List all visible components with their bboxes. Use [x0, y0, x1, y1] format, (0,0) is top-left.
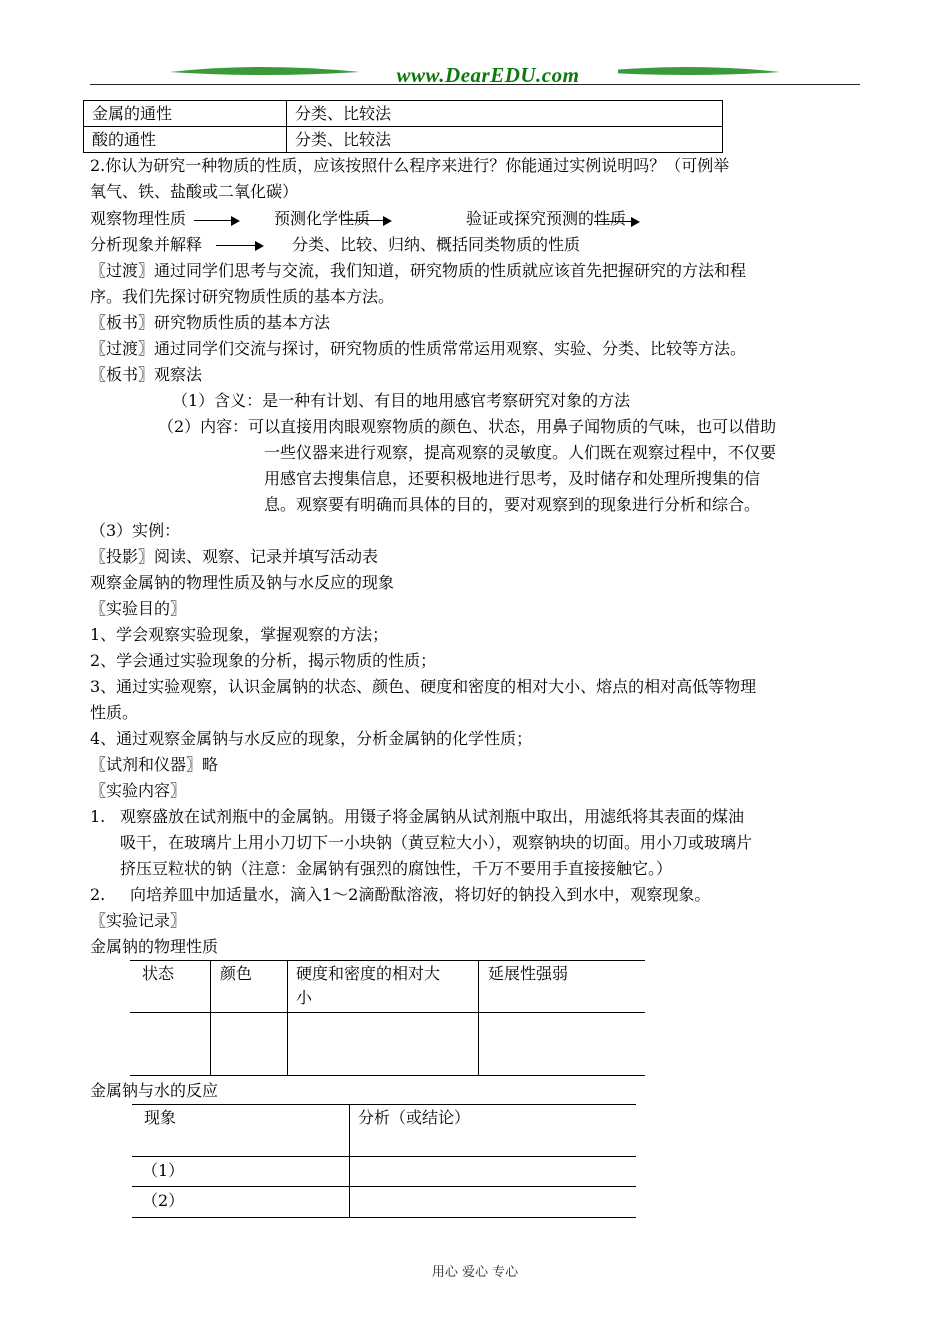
table-header-cell: 小	[296, 988, 313, 1007]
procedure-line: 挤压豆粒状的钠（注意：金属钠有强烈的腐蚀性，千万不要用手直接接触它。）	[120, 859, 673, 878]
flow-step: 观察物理性质	[90, 209, 187, 228]
board-heading: 〖板书〗观察法	[90, 365, 203, 384]
purpose-item: 1、学会观察实验现象，掌握观察的方法；	[90, 625, 389, 644]
table-rule	[130, 1075, 645, 1076]
flow-step: 分类、比较、归纳、概括同类物质的性质	[292, 235, 581, 254]
table-header-cell: 延展性强弱	[488, 964, 569, 983]
ductility-input[interactable]	[484, 1018, 642, 1072]
flow-step: 分析现象并解释	[90, 235, 203, 254]
question-line: 2.你认为研究一种物质的性质，应该按照什么程序来进行？你能通过实例说明吗？（可例举	[90, 156, 730, 175]
table-header-cell: 状态	[142, 964, 175, 983]
content-text: 一些仪器来进行观察，提高观察的灵敏度。人们既在观察过程中，不仅要	[264, 443, 777, 462]
reagents-text: 〖试剂和仪器〗略	[90, 755, 219, 774]
section-heading: 〖实验记录〗	[90, 911, 187, 930]
purpose-item: 性质。	[90, 703, 139, 722]
table-cell: 金属的通性	[84, 101, 287, 127]
table-rule	[130, 960, 645, 961]
board-heading: 〖板书〗研究物质性质的基本方法	[90, 313, 331, 332]
transition-text: 〖过渡〗通过同学们思考与交流，我们知道，研究物质的性质就应该首先把握研究的方法和程	[90, 261, 747, 280]
procedure-number: 2.	[90, 885, 106, 904]
table-header-cell: 颜色	[220, 964, 253, 983]
procedure-line: 吸干，在玻璃片上用小刀切下一小块钠（黄豆粒大小），观察钠块的切面。用小刀或玻璃片	[120, 833, 753, 852]
table-row-label: （1）	[142, 1161, 185, 1180]
table-title: 金属钠与水的反应	[90, 1081, 219, 1100]
section-heading: 〖实验内容〗	[90, 781, 187, 800]
table-header-cell: 分析（或结论）	[358, 1108, 471, 1127]
conclusion-input[interactable]	[354, 1189, 632, 1215]
hardness-density-input[interactable]	[293, 1018, 475, 1072]
section-heading: 〖实验目的〗	[90, 599, 187, 618]
conclusion-input[interactable]	[354, 1159, 632, 1185]
site-header-banner	[90, 60, 860, 90]
projection-text: 〖投影〗阅读、观察、记录并填写活动表	[90, 547, 379, 566]
color-input[interactable]	[216, 1018, 284, 1072]
table-rule	[210, 960, 211, 1076]
content-text: 息。观察要有明确而具体的目的，要对观察到的现象进行分析和综合。	[264, 495, 761, 514]
procedure-line: 向培养皿中加适量水，滴入1～2滴酚酞溶液，将切好的钠投入到水中，观察现象。	[130, 885, 711, 904]
content-text: （2）内容：可以直接用肉眼观察物质的颜色、状态，用鼻子闻物质的气味，也可以借助	[158, 417, 777, 436]
header-rule	[90, 84, 860, 85]
flow-arrow	[342, 220, 390, 221]
table-rule	[478, 960, 479, 1076]
table-rule	[130, 1012, 645, 1013]
table-rule	[132, 1186, 636, 1187]
purpose-item: 3、通过实验观察，认识金属钠的状态、颜色、硬度和密度的相对大小、熔点的相对高低等物理	[90, 677, 757, 696]
page-footer: 用心 爱心 专心	[431, 1265, 519, 1280]
table-title: 金属钠的物理性质	[90, 937, 219, 956]
table-row-label: （2）	[142, 1191, 185, 1210]
physical-state-input[interactable]	[136, 1018, 206, 1072]
physical-properties-table	[130, 960, 645, 1076]
table-cell: 酸的通性	[84, 127, 287, 153]
transition-text: 〖过渡〗通过同学们交流与探讨，研究物质的性质常常运用观察、实验、分类、比较等方法。	[90, 339, 747, 358]
table-header-cell: 硬度和密度的相对大	[296, 964, 441, 983]
meaning-text: （1）含义：是一种有计划、有目的地用感官考察研究对象的方法	[172, 391, 631, 410]
table-rule	[349, 1104, 350, 1218]
table-row	[84, 101, 723, 127]
methods-table	[83, 100, 723, 153]
table-rule	[287, 960, 288, 1076]
table-rule	[132, 1217, 636, 1218]
purpose-item: 4、通过观察金属钠与水反应的现象，分析金属钠的化学性质；	[90, 729, 533, 748]
transition-text: 序。我们先探讨研究物质性质的基本方法。	[90, 287, 395, 306]
reaction-table	[132, 1104, 636, 1218]
purpose-item: 2、学会通过实验现象的分析，揭示物质的性质；	[90, 651, 437, 670]
table-rule	[132, 1104, 636, 1105]
header-url[interactable]: www.DearEDU.com	[358, 63, 618, 88]
flow-arrow	[194, 220, 238, 221]
question-line: 氧气、铁、盐酸或二氧化碳）	[90, 182, 299, 201]
example-label: （3）实例：	[90, 521, 181, 540]
flow-arrow	[594, 221, 638, 222]
activity-title: 观察金属钠的物理性质及钠与水反应的现象	[90, 573, 395, 592]
table-cell: 分类、比较法	[287, 127, 723, 153]
content-text: 用感官去搜集信息，还要积极地进行思考，及时储存和处理所搜集的信	[264, 469, 761, 488]
flow-arrow	[216, 245, 262, 246]
flow-step: 预测化学性质	[274, 209, 371, 228]
procedure-number: 1.	[90, 807, 106, 826]
table-row	[84, 127, 723, 153]
flow-step: 验证或探究预测的性质	[466, 209, 627, 228]
table-rule	[132, 1156, 636, 1157]
procedure-line: 观察盛放在试剂瓶中的金属钠。用镊子将金属钠从试剂瓶中取出，用滤纸将其表面的煤油	[120, 807, 745, 826]
table-cell: 分类、比较法	[287, 101, 723, 127]
table-header-cell: 现象	[144, 1108, 177, 1127]
